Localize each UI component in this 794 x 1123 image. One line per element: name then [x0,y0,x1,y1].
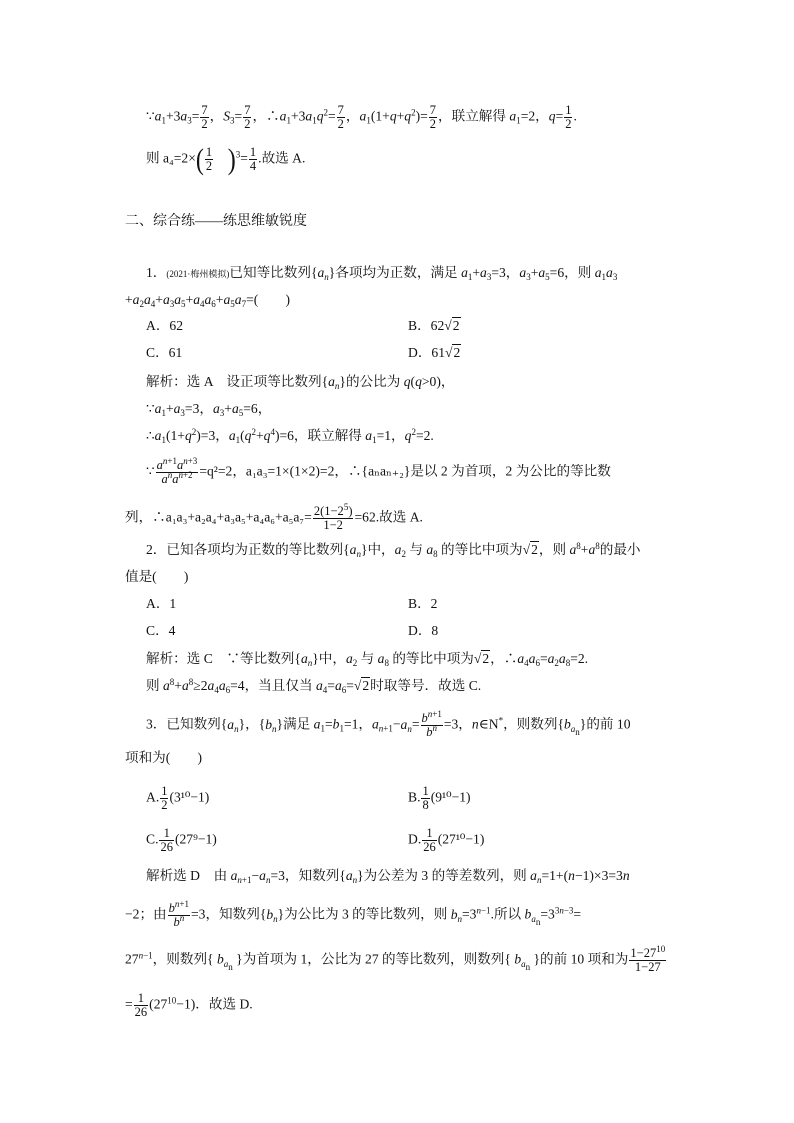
sqrt-symbol: √ [353,678,362,693]
prev-sol-text-a: 则 a₄=2× [146,150,196,166]
sqrt-symbol: √ [522,542,531,557]
q2-option-a: A．1 [146,596,177,611]
q3-option-b: B. $\frac{1}{8}$ (9¹⁰−1) [408,784,471,812]
sqrt-symbol: √ [473,651,482,666]
q2-solution-line-2: 则 $a^8+a^8\ge 2a_4a_6=4$，当且仅当 $a_4=a_6=√2$时取等号．故选 C. [146,677,482,695]
q1-option-b: B．62√2 [408,318,460,333]
q2-solution-line-1: 解析：选 C ∵等比数列$\{a_n\}$中，$a_2$ 与 $a_8$ 的等比中项为√2，$\therefore a_4a_6=a_2a_8=2$. [146,651,589,668]
q3-stem-line-2: 项和为( ) [125,750,203,765]
q1-stem-line-1: 1．(2021·梅州模拟)已知等比数列$\{a_n\}$各项均为正数，满足 $a_1+a_3=3$，$a_3+a_5=6$，则 $a_1a_3$ [146,265,618,282]
q1-solution-line-5: 列，∴a₁a₃+a₂a₄+a₃a₅+a₄a₆+a₅a₇= $\frac{2(1-2^5)}{1-2}$ =62.故选 A. [125,502,423,532]
q1-solution-line-1: 解析：选 A 设正项等比数列$\{a_n\}$的公比为 q(q>0)， [146,374,455,391]
prev-solution-line-1: $\because a_1+3a_3=$ $\frac{7}{2}$ ，$S_3=$ $\frac{7}{2}$ ，$\therefore a_1+3a_1q^2=$ $\frac{7}{2}$ ，$a_1(1+q+q^2)=$ $\frac{7}{2}$ ，联立解得 $a_1=2$，q= $\frac{1}{2}$ . [146,103,577,131]
q3-solution-line-1: 解析选 D 由 $a_{n+1}-a_n=3$，知数列$\{a_n\}$为公差为 3 的等差数列，则 $a_n=1+(n-1)\times 3=3n$ [146,868,630,885]
q2-option-c: C．4 [146,623,176,638]
sqrt-symbol: √ [445,345,453,360]
q1-solution-line-2: $\because a_1+a_3=3$，$a_3+a_5=6$， [146,401,272,418]
sqrt-symbol: √ [444,318,452,333]
q3-solution-line-3: $27^{n-1}$，则数列{ $b_{a_n}$ }为首项为 1，公比为 27 的等比数列，则数列{ $b_{a_n}$ }的前 10 项和为 $\frac{1-27^{10}}{1-27}$ [125,944,666,974]
q3-option-c: C. $\frac{1}{26}$ (27⁹−1) [146,826,217,854]
q3-option-d: D. $\frac{1}{26}$ (27¹⁰−1) [408,826,485,854]
q2-option-b: B．2 [408,596,438,611]
q3-solution-line-4: = $\frac{1}{26}$ $(27^{10}-1)$．故选 D. [125,991,253,1019]
q1-solution-line-3: $\therefore a_1(1+q^2)=3$，$a_1(q^2+q^4)=6$，联立解得 $a_1=1$，$q^2=2$. [146,427,434,445]
q1-stem-line-2: $+a_2a_4+a_3a_5+a_4a_6+a_5a_7=$( ) [125,292,290,309]
q1-option-c: C．61 [146,345,183,360]
q3-solution-line-2: −2；由 $\frac{b^{n+1}}{b^n}$ =3，知数列$\{b_n\}$为公比为 3 的等比数列，则 $b_n=3^{n-1}$.所以 $b_{a_n}=3^{3n-3}=$ [125,899,582,929]
q3-stem-line-1: 3．已知数列$\{a_n\}$，$\{b_n\}$满足 $a_1=b_1=1$，$a_{n+1}-a_n=$ $\frac{b^{n+1}}{b^n}$ =3，n∈N*，则数列$\{b_{a_n}\}$的前 10 [146,709,631,739]
q2-stem-line-2: 值是( ) [125,569,189,584]
q2-stem-line-1: 2．已知各项均为正数的等比数列$\{a_n\}$中，$a_2$ 与 $a_8$ 的等比中项为√2，则 $a^8+a^8$的最小 [146,541,641,559]
q2-option-d: D．8 [408,623,439,638]
prev-solution-line-2: 则 a₄=2×( $\frac{1}{2}$ )$^3$= $\frac{1}{4}$ .故选 A. [146,143,306,176]
q1-option-a: A．62 [146,318,184,333]
q1-solution-line-4: ∵ $\frac{a^{n+1}a^{n+3}}{a^na^{n+2}}$ =q²=2，a₁a₃=1×(1×2)=2，∴{aₙaₙ₊₂}是以 2 为首项，2 为公比的等比数 [146,456,611,486]
q1-option-d: D．61√2 [408,345,461,360]
q1-source: (2021·梅州模拟) [166,269,230,279]
q3-option-a: A. $\frac{1}{2}$ (3¹⁰−1) [146,784,210,812]
section-title: 二、综合练——练思维敏锐度 [125,214,307,229]
